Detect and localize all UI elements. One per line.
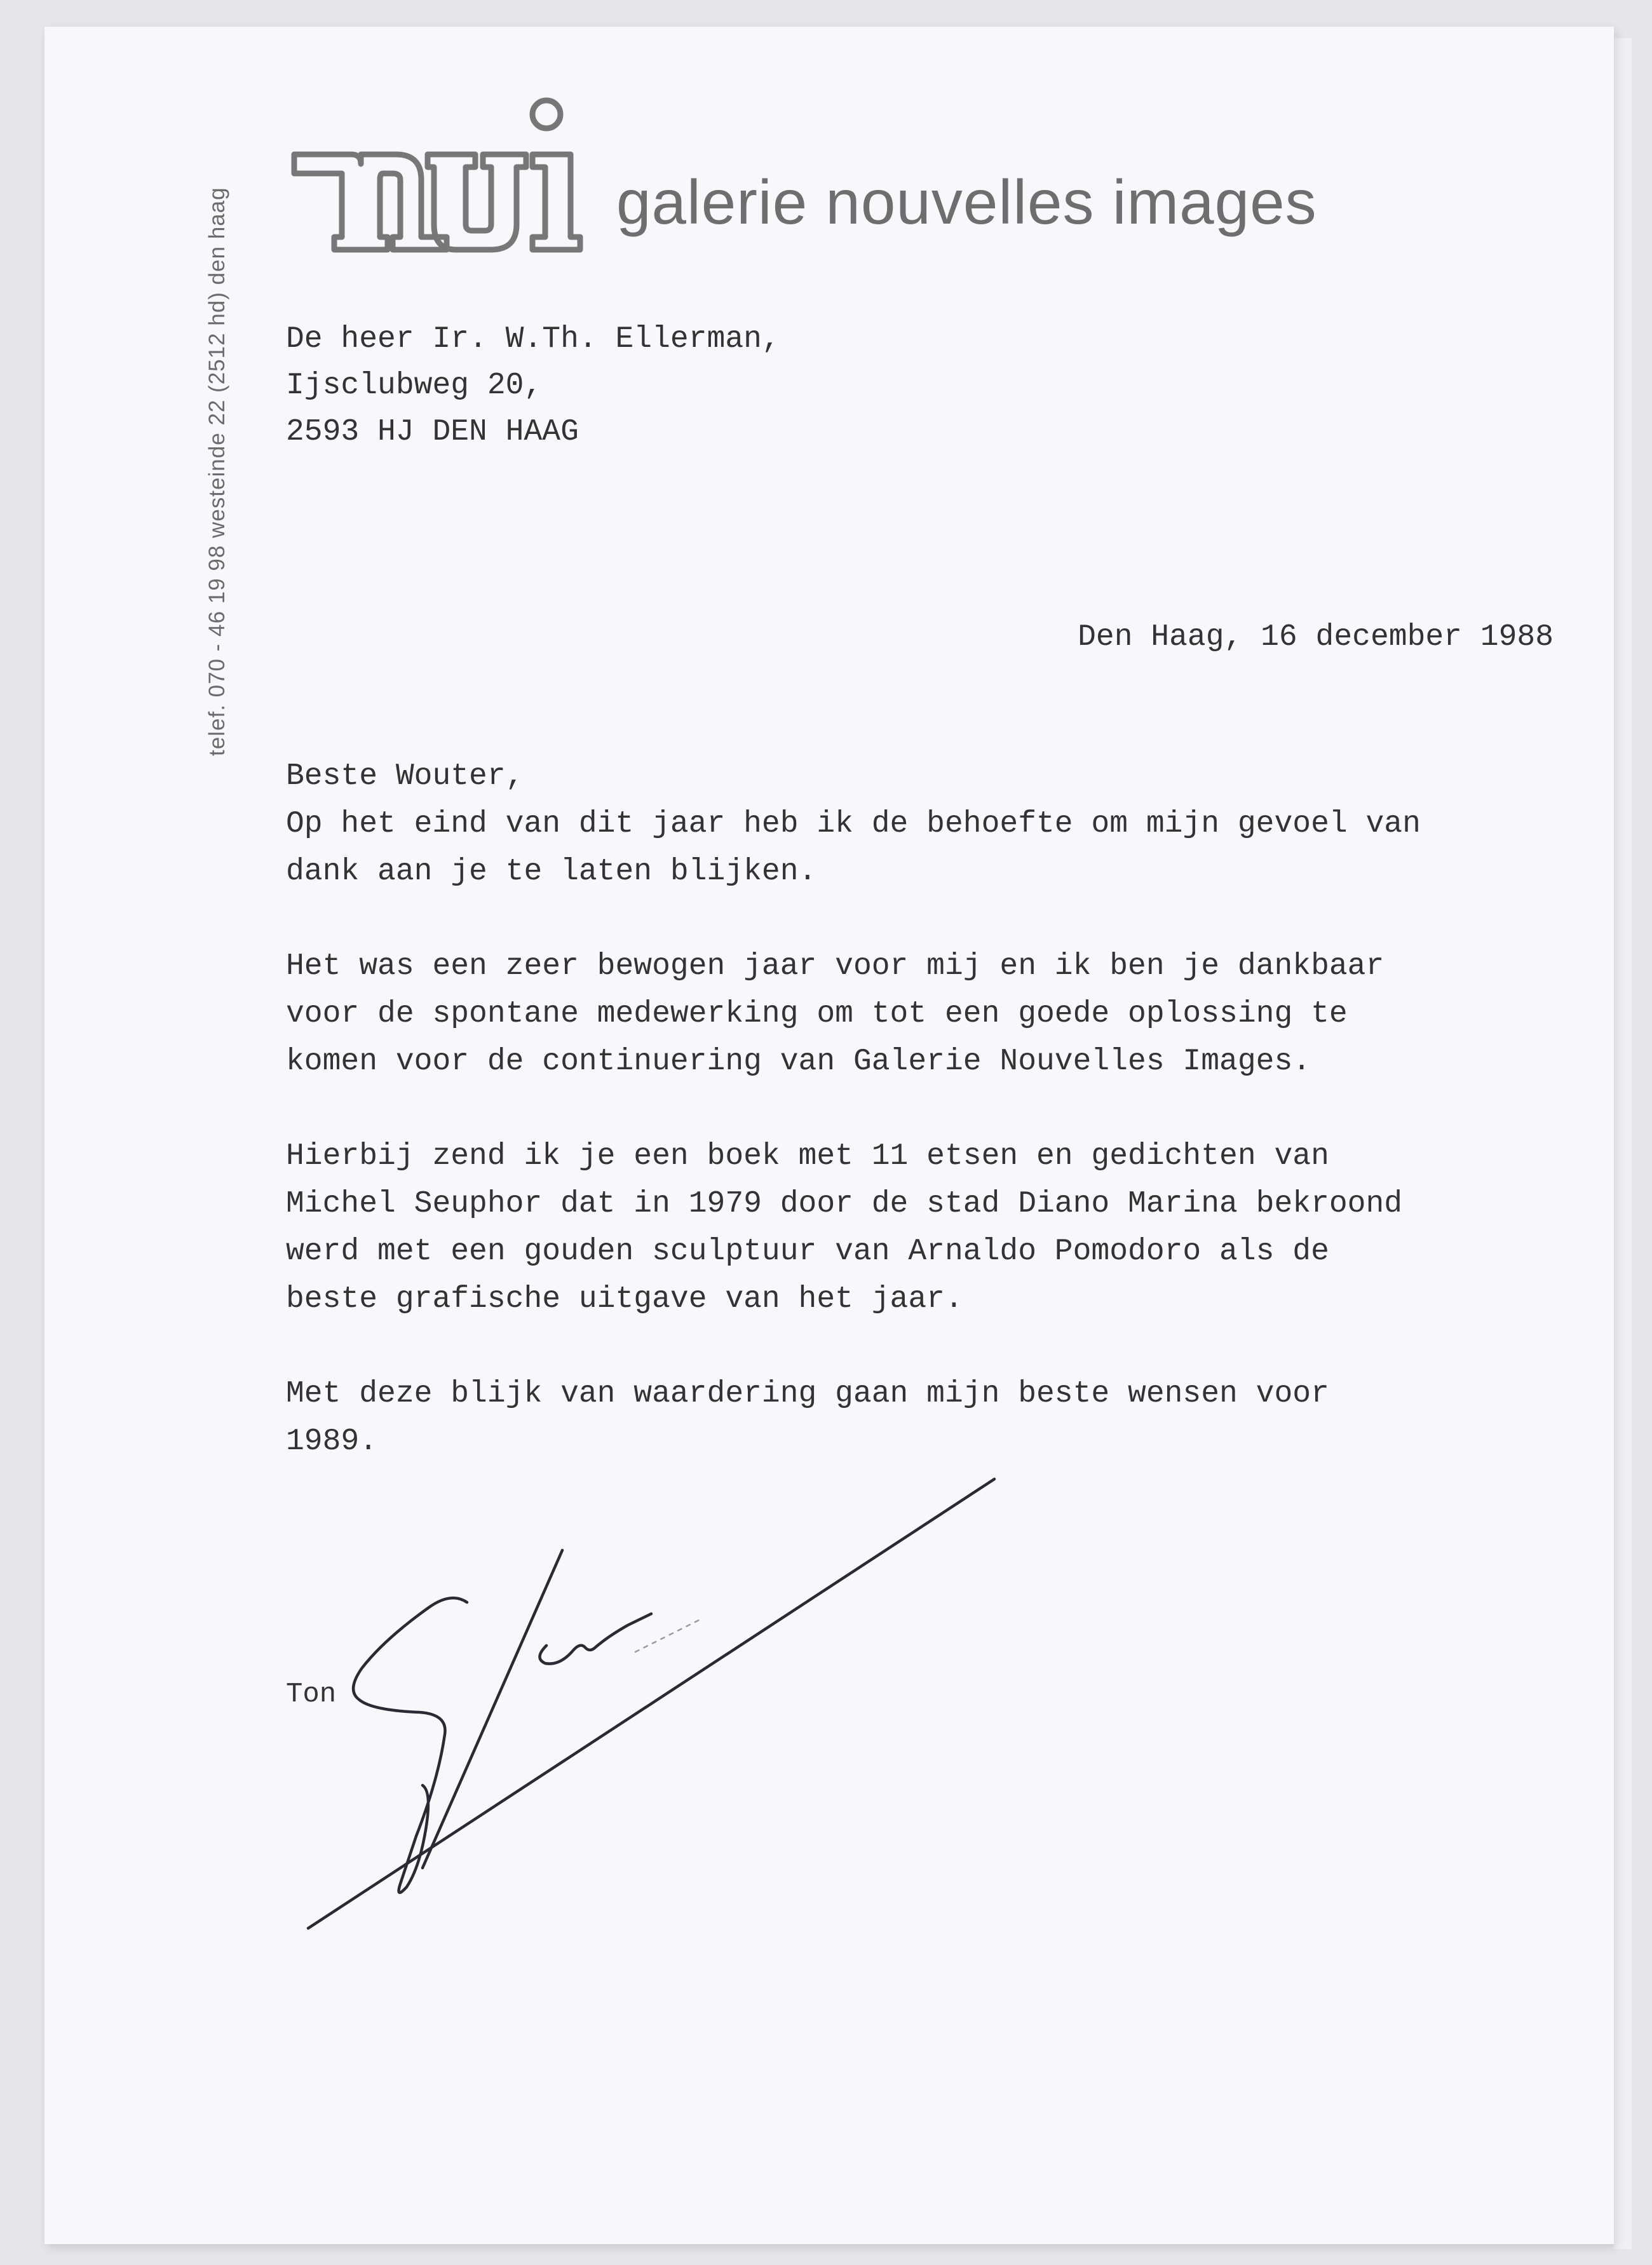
letter-body xyxy=(286,753,1421,1513)
recipient-city: 2593 HJ DEN HAAG xyxy=(286,415,579,449)
body-line: komen voor de continuering van Galerie Nouvelles Images. xyxy=(286,1045,1311,1079)
paragraph-2 xyxy=(286,943,1421,1086)
body-line: Hierbij zend ik je een boek met 11 etsen en gedichten van xyxy=(286,1139,1329,1173)
paragraph-1 xyxy=(286,753,1421,896)
gallery-logo-icon xyxy=(291,94,583,253)
paragraph-4 xyxy=(286,1370,1421,1466)
paper-edge xyxy=(1614,38,1632,2249)
body-line: Met deze blijk van waardering gaan mijn beste wensen voor xyxy=(286,1377,1329,1411)
recipient-name: De heer Ir. W.Th. Ellerman, xyxy=(286,322,780,356)
letterhead-contact-line: telef. 070 - 46 19 98 westeinde 22 (2512 hd) den haag xyxy=(205,187,229,756)
body-line: 1989. xyxy=(286,1424,378,1459)
body-line: Het was een zeer bewogen jaar voor mij en ik ben je dankbaar xyxy=(286,949,1385,984)
gallery-name: galerie nouvelles images xyxy=(616,167,1317,237)
recipient-address xyxy=(286,316,780,456)
body-line: dank aan je te laten blijken. xyxy=(286,855,817,889)
body-line: werd met een gouden sculptuur van Arnaldo Pomodoro als de xyxy=(286,1234,1329,1269)
body-line: Michel Seuphor dat in 1979 door de stad Diano Marina bekroond xyxy=(286,1187,1403,1221)
signer-name: Ton xyxy=(286,1679,337,1710)
recipient-street: Ijsclubweg 20, xyxy=(286,368,543,403)
paragraph-3 xyxy=(286,1133,1421,1323)
letter-date: Den Haag, 16 december 1988 xyxy=(1078,620,1554,654)
handwritten-signature-icon xyxy=(292,1461,1023,1944)
body-line: Op het eind van dit jaar heb ik de behoefte om mijn gevoel van xyxy=(286,807,1421,841)
salutation: Beste Wouter, xyxy=(286,759,524,794)
body-line: voor de spontane medewerking om tot een goede oplossing te xyxy=(286,997,1348,1031)
body-line: beste grafische uitgave van het jaar. xyxy=(286,1282,963,1316)
